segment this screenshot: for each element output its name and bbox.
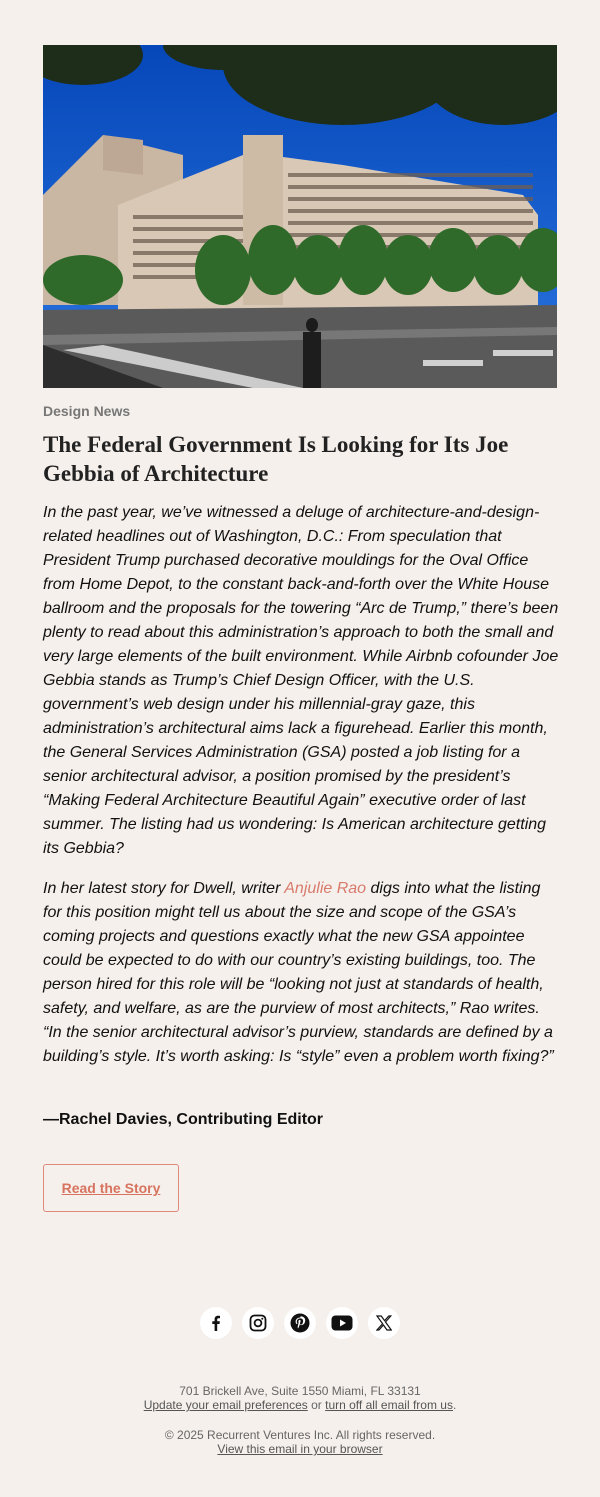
category-label: Design News [43, 403, 131, 419]
footer-copyright-block [0, 1428, 600, 1456]
hero-photo-illustration [43, 45, 557, 388]
unsubscribe-link[interactable]: turn off all email from us [325, 1398, 453, 1412]
x-icon [376, 1315, 392, 1331]
youtube-link[interactable] [326, 1307, 358, 1339]
pinterest-icon [290, 1313, 310, 1333]
paragraph-2-text-end: digs into what the listing for this position might tell us about the size and scope of the GSA’s coming projects and questions exactly what the new GSA appointee could be expected to do with our country’s existing buildings, too. The person hired for this role will be “looking not just at standards of health, safety, and welfare, as are the purview of most architects,” Rao writes. “In the senior architectural advisor’s purview, standards are defined by a building’s style. It’s worth asking: Is “style” even a problem worth fixing?” [43, 880, 554, 1065]
facebook-link[interactable] [200, 1307, 232, 1339]
x-link[interactable] [368, 1307, 400, 1339]
facebook-icon [208, 1315, 224, 1331]
instagram-icon [249, 1314, 267, 1332]
footer-address-block [0, 1384, 600, 1412]
author-link[interactable]: Anjulie Rao [284, 880, 367, 897]
paragraph-2-text-start: In her latest story for Dwell, writer [43, 880, 285, 897]
footer-or-text: or [307, 1398, 326, 1412]
hero-image[interactable] [43, 45, 557, 388]
email-preferences-link[interactable]: Update your email preferences [143, 1398, 308, 1412]
company-address: 701 Brickell Ave, Suite 1550 Miami, FL 33131 [179, 1384, 421, 1398]
article-paragraph-2 [43, 877, 559, 1069]
read-story-button[interactable]: Read the Story [43, 1164, 179, 1212]
view-in-browser-link[interactable]: View this email in your browser [217, 1442, 383, 1456]
byline: —Rachel Davies, Contributing Editor [43, 1111, 324, 1128]
copyright-text: © 2025 Recurrent Ventures Inc. All rights reserved. [164, 1428, 436, 1442]
article-paragraph-1: In the past year, we’ve witnessed a deluge of architecture-and-design-related headlines out of Washington, D.C.: From speculation that President Trump purchased decorative mouldings for the Oval Office from Home Depot, to the constant back-and-forth over the White House ballroom and the proposals for the towering “Arc de Trump,” there’s been plenty to read about this administration’s approach to both the small and very large elements of the built environment. While Airbnb cofounder Joe Gebbia stands as Trump’s Chief Design Officer, with the U.S. government’s web design under his millennial-gray gaze, this administration’s architectural aims lack a figurehead. Earlier this month, the General Services Administration (GSA) posted a job listing for a senior architectural advisor, a position promised by the president’s “Making Federal Architecture Beautiful Again” executive order of last summer. The listing had us wondering: Is American architecture getting its Gebbia? [43, 504, 559, 857]
footer-links-line [0, 1398, 600, 1412]
instagram-link[interactable] [242, 1307, 274, 1339]
social-links [0, 1307, 600, 1339]
youtube-icon [331, 1315, 353, 1331]
article-headline[interactable]: The Federal Government Is Looking for Its Joe Gebbia of Architecture [43, 432, 509, 486]
pinterest-link[interactable] [284, 1307, 316, 1339]
footer-period: . [452, 1398, 457, 1412]
